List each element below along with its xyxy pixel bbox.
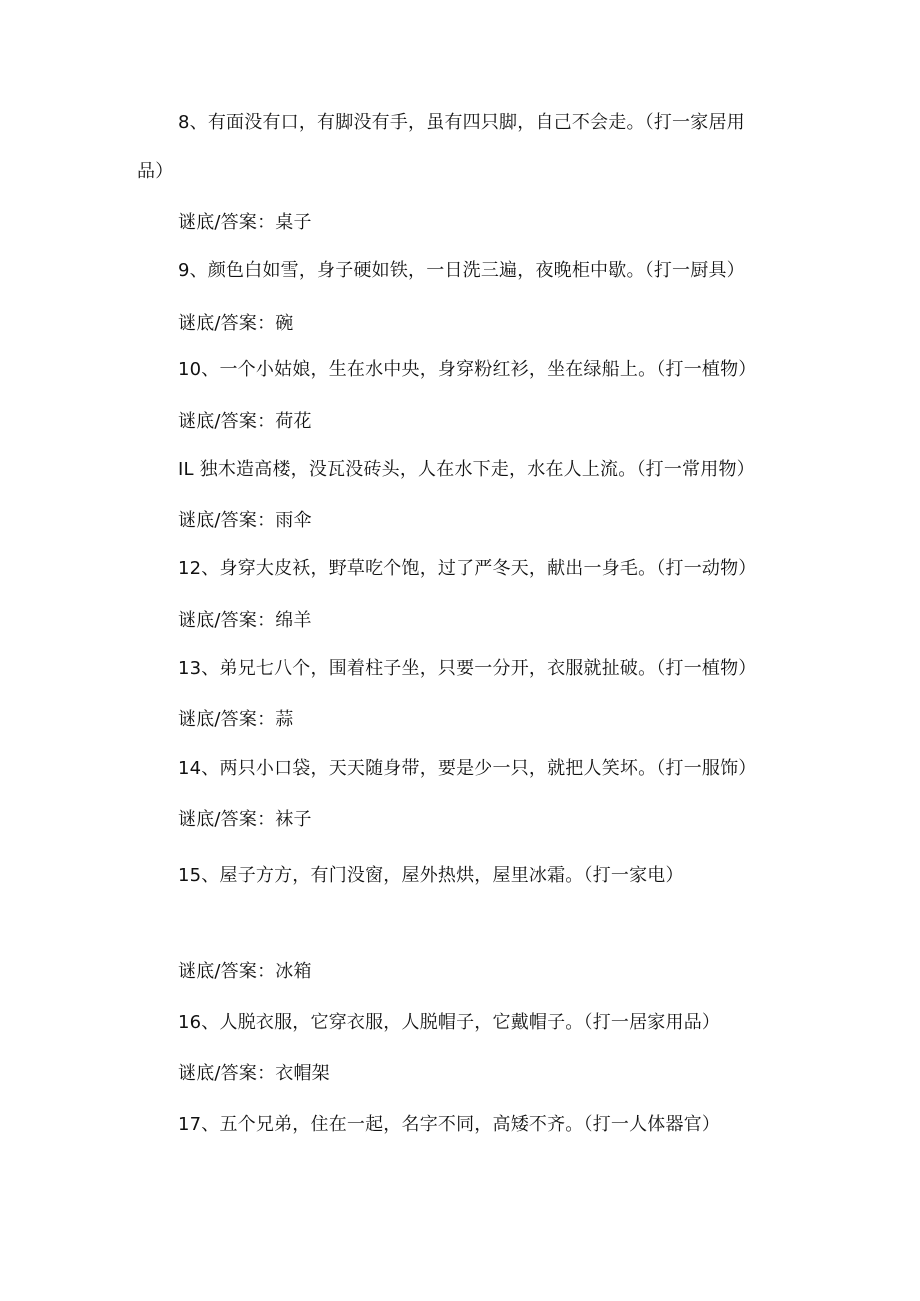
riddle-12-answer: 谜底/答案：绵羊 [178, 610, 312, 631]
riddle-17-question: 17、五个兄弟，住在一起，名字不同，高矮不齐。（打一人体器官） [178, 1114, 721, 1135]
riddle-8-answer: 谜底/答案：桌子 [178, 212, 312, 233]
riddle-15-answer: 谜底/答案：冰箱 [178, 961, 312, 982]
riddle-13-question: 13、弟兄七八个，围着柱子坐，只要一分开，衣服就扯破。（打一植物） [178, 658, 757, 679]
riddle-14-answer: 谜底/答案：袜子 [178, 809, 312, 830]
riddle-16-answer: 谜底/答案：衣帽架 [178, 1063, 330, 1084]
riddle-14-question: 14、两只小口袋，天天随身带，要是少一只，就把人笑坏。（打一服饰） [178, 758, 757, 779]
riddle-16-question: 16、人脱衣服，它穿衣服，人脱帽子，它戴帽子。（打一居家用品） [178, 1012, 721, 1033]
riddle-13-answer: 谜底/答案：蒜 [178, 709, 294, 730]
riddle-8-question: 8、有面没有口，有脚没有手，虽有四只脚，自己不会走。（打一家居用 [178, 112, 745, 133]
riddle-10-question: 10、一个小姑娘，生在水中央，身穿粉红衫，坐在绿船上。（打一植物） [178, 359, 757, 380]
riddle-8-question-continued: 品） [137, 161, 174, 182]
riddle-10-answer: 谜底/答案：荷花 [178, 411, 312, 432]
riddle-15-question: 15、屋子方方，有门没窗，屋外热烘，屋里冰霜。（打一家电） [178, 865, 684, 886]
riddle-11-question: IL 独木造高楼，没瓦没砖头，人在水下走，水在人上流。（打一常用物） [178, 459, 755, 480]
riddle-9-question: 9、颜色白如雪，身子硬如铁，一日洗三遍，夜晚柜中歇。（打一厨具） [178, 260, 745, 281]
riddle-11-answer: 谜底/答案：雨伞 [178, 510, 312, 531]
riddle-9-answer: 谜底/答案：碗 [178, 313, 294, 334]
riddle-12-question: 12、身穿大皮袄，野草吃个饱，过了严冬天，献出一身毛。（打一动物） [178, 558, 757, 579]
